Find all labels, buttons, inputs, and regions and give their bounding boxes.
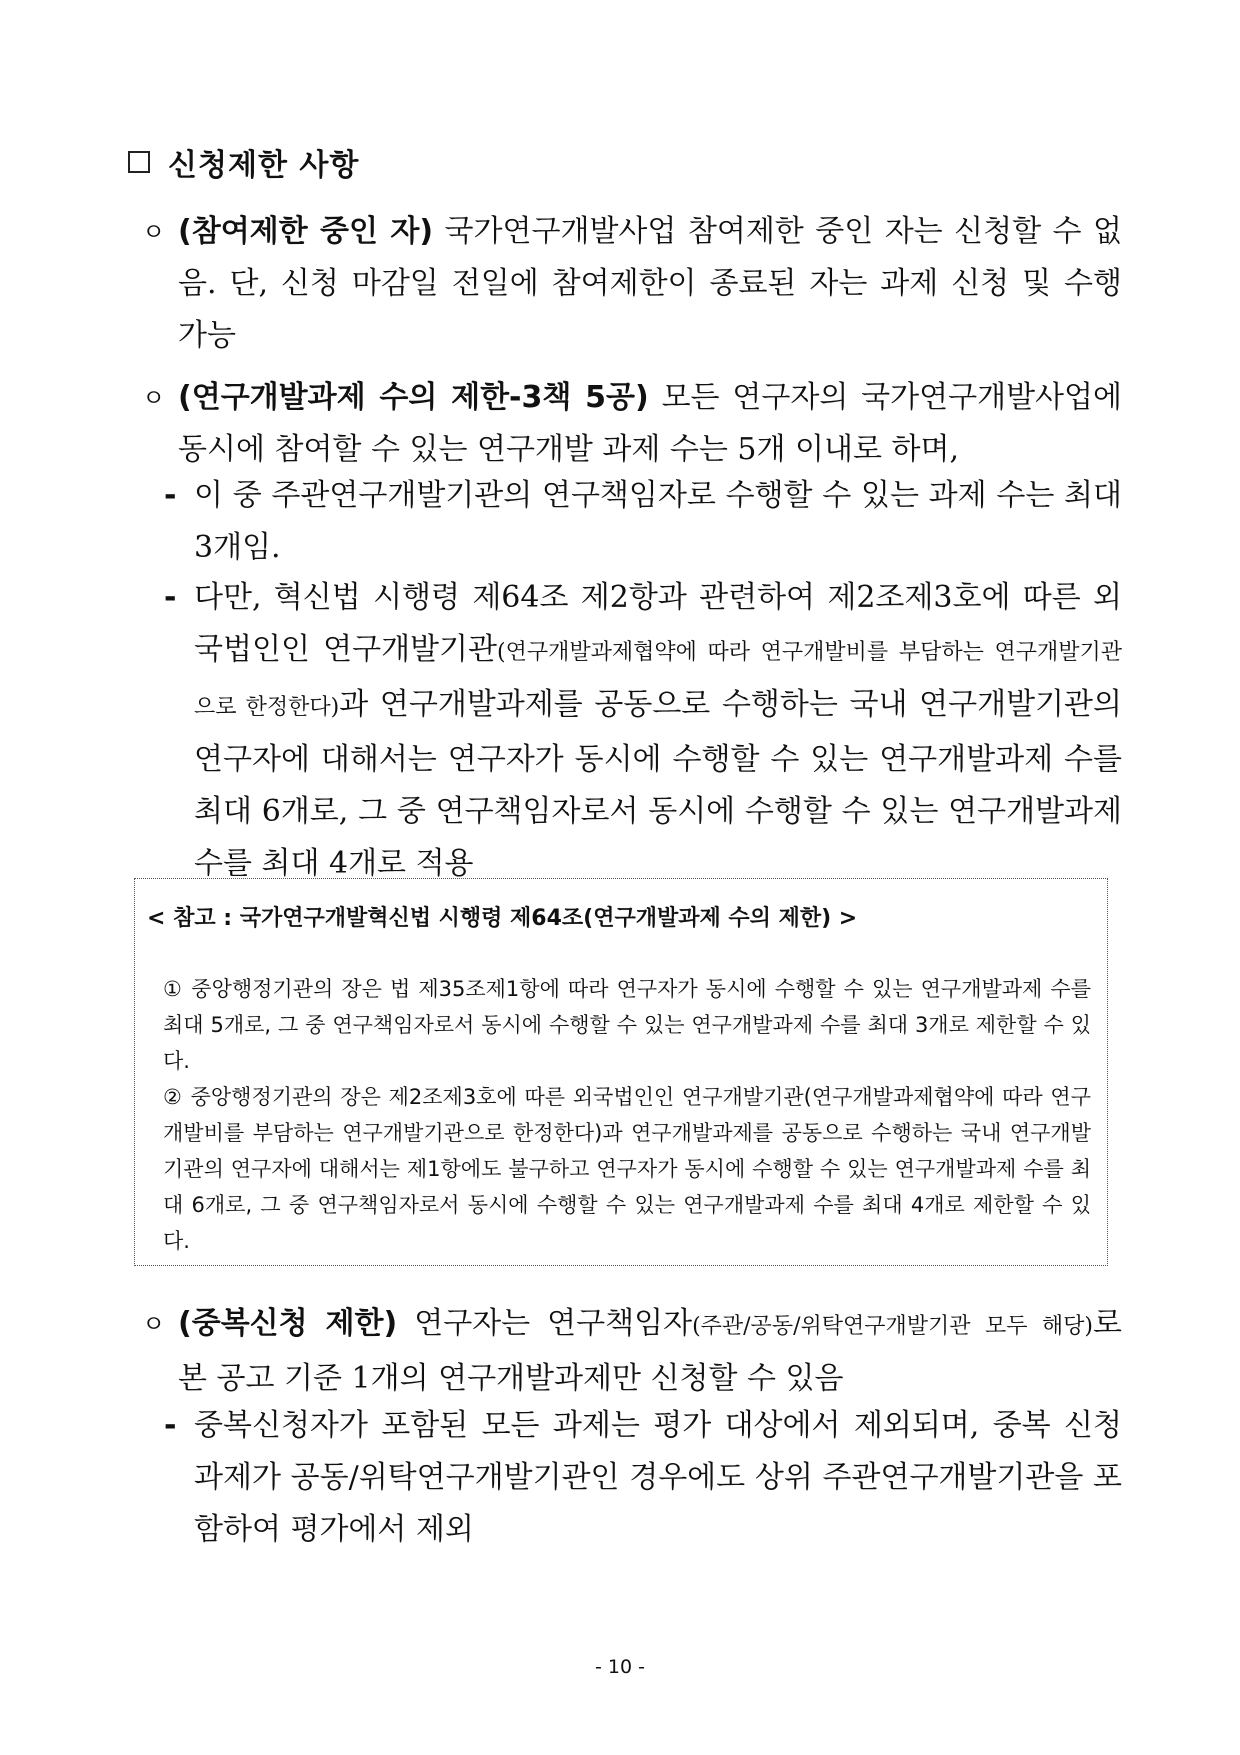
page-number: - 10 - — [595, 1656, 645, 1678]
empty-checkbox-icon — [128, 151, 150, 173]
item-text — [178, 1298, 1122, 1405]
item-lead: (참여제한 중인 자) — [178, 214, 434, 249]
item-body-a: 연구자는 연구책임자 — [397, 1306, 693, 1341]
bullet-item-participation-restriction — [142, 206, 1122, 362]
item-body-b: 로 본 공고 기준 1개의 연구개발과제만 신청할 수 있음 — [178, 1306, 1122, 1396]
sub-item-text: 이 중 주관연구개발기관의 연구책임자로 수행할 수 있는 과제 수는 최대 3개임. — [194, 478, 1122, 565]
reference-body — [163, 971, 1091, 1259]
sub-item-text-a: 다만, 혁신법 시행령 제64조 제2항과 관련하여 제2조제3호에 따른 외국법인인 연구개발기관 — [194, 580, 1122, 667]
reference-paragraph-1: ① 중앙행정기관의 장은 법 제35조제1항에 따라 연구자가 동시에 수행할 수 있는 연구개발과제 수를 최대 5개로, 그 중 연구책임자로서 동시에 수행할 수 있는 연구개발과제 수를 최대 3개로 제한할 수 있다. — [163, 977, 1091, 1073]
sub-item-text-small: (연구개발과제협약에 따라 연구개발비를 부담하는 연구개발기관으로 한정한다) — [194, 640, 1122, 720]
item-lead: (연구개발과제 수의 제한-3책 5공) — [178, 380, 649, 415]
sub-item-text — [194, 572, 1122, 890]
sub-item-duplicate-exclusion — [164, 1400, 1122, 1556]
reference-box — [134, 878, 1108, 1266]
item-body-small: (주관/공동/위탁연구개발기관 모두 해당) — [692, 1314, 1094, 1339]
sub-item-foreign-institution — [164, 572, 1122, 890]
bullet-item-project-limit — [142, 372, 1122, 476]
bullet-item-duplicate-application — [142, 1298, 1122, 1405]
item-text — [178, 372, 1122, 476]
dash-bullet: - — [164, 580, 177, 615]
item-text — [178, 206, 1122, 362]
section-heading — [128, 140, 359, 184]
item-body: 국가연구개발사업 참여제한 중인 자는 신청할 수 없음. 단, 신청 마감일 전일에 참여제한이 종료된 자는 과제 신청 및 수행 가능 — [178, 214, 1122, 353]
reference-title: < 참고 : 국가연구개발혁신법 시행령 제64조(연구개발과제 수의 제한) > — [147, 906, 858, 931]
dash-bullet: - — [164, 1408, 177, 1443]
dash-bullet: - — [164, 478, 177, 513]
sub-item-text-b: 과 연구개발과제를 공동으로 수행하는 국내 연구개발기관의 연구자에 대해서는 연구자가 동시에 수행할 수 있는 연구개발과제 수를 최대 6개로, 그 중 연구책임자로서 동시에 수행할 수 있는 연구개발과제 수를 최대 4개로 적용 — [194, 687, 1122, 881]
item-lead: (중복신청 제한) — [178, 1306, 398, 1341]
circle-bullet-icon: ㅇ — [142, 1310, 166, 1338]
item-body: 모든 연구자의 국가연구개발사업에 동시에 참여할 수 있는 연구개발 과제 수는 5개 이내로 하며, — [178, 380, 1122, 467]
section-title-text: 신청제한 사항 — [168, 148, 360, 183]
circle-bullet-icon: ㅇ — [142, 384, 166, 412]
circle-bullet-icon: ㅇ — [142, 218, 166, 246]
sub-item-text: 중복신청자가 포함된 모든 과제는 평가 대상에서 제외되며, 중복 신청 과제가 공동/위탁연구개발기관인 경우에도 상위 주관연구개발기관을 포함하여 평가에서 제외 — [194, 1408, 1122, 1547]
reference-paragraph-2: ② 중앙행정기관의 장은 제2조제3호에 따른 외국법인인 연구개발기관(연구개발과제협약에 따라 연구개발비를 부담하는 연구개발기관으로 한정한다)과 연구개발과제를 공동으로 수행하는 국내 연구개발기관의 연구자에 대해서는 제1항에도 불구하고 연구자가 동시에 수행할 수 있는 연구개발과제 수를 최대 6개로, 그 중 연구책임자로서 동시에 수행할 수 있는 연구개발과제 수를 최대 4개로 제한할 수 있다. — [163, 1085, 1091, 1253]
sub-item-lead-researcher-limit — [164, 470, 1122, 574]
